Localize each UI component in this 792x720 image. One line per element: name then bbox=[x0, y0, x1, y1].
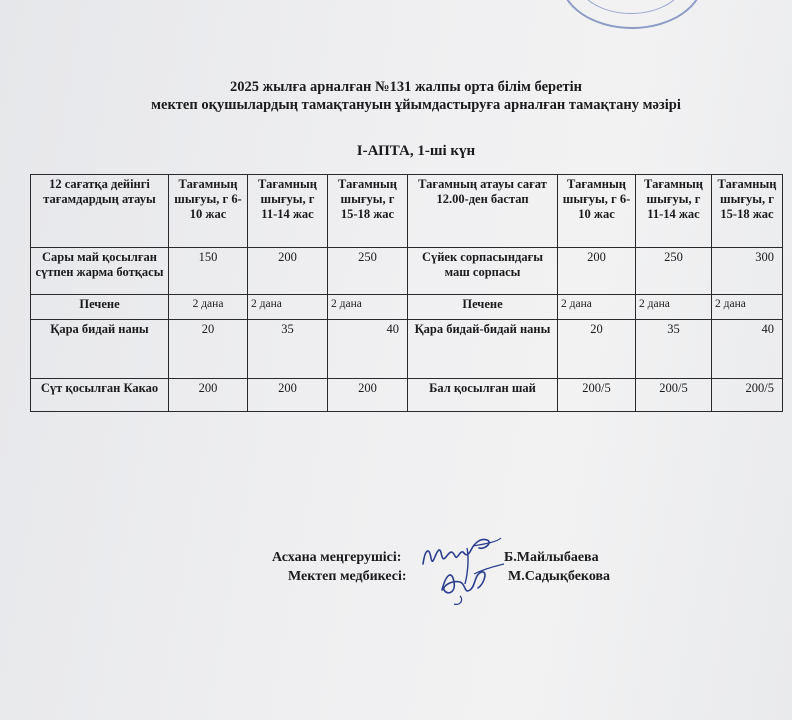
dish-name: Сүйек сорпасындағы маш сорпасы bbox=[408, 248, 558, 295]
header-cell: Тағамның шығуы, г 15-18 жас bbox=[328, 175, 408, 248]
heading-line2: мектеп оқушылардың тамақтануын ұйымдастыруға арналған тамақтану мәзірі bbox=[151, 97, 681, 113]
dish-name: Қара бидай-бидай наны bbox=[408, 320, 558, 379]
portion-value: 250 bbox=[328, 248, 408, 295]
portion-value: 2 дана bbox=[712, 295, 783, 320]
heading-line1: 2025 жылға арналған №131 жалпы орта білім беретін bbox=[229, 79, 583, 95]
portion-value: 200 bbox=[248, 248, 328, 295]
portion-value: 2 дана bbox=[328, 295, 408, 320]
portion-value: 35 bbox=[636, 320, 712, 379]
table-row bbox=[31, 379, 783, 412]
table-row bbox=[31, 320, 783, 379]
stamp-seal bbox=[560, 0, 704, 29]
menu-table bbox=[30, 174, 783, 412]
portion-value: 20 bbox=[558, 320, 636, 379]
week-day-label: І-АПТА, 1-ші күн bbox=[356, 143, 476, 159]
portion-value: 200 bbox=[558, 248, 636, 295]
table-header-row bbox=[31, 175, 783, 248]
dish-name: Қара бидай наны bbox=[31, 320, 169, 379]
header-cell: Тағамның атауы сағат 12.00-ден бастап bbox=[408, 175, 558, 248]
dish-name: Бал қосылған шай bbox=[408, 379, 558, 412]
portion-value: 40 bbox=[328, 320, 408, 379]
portion-value: 200/5 bbox=[558, 379, 636, 412]
portion-value: 20 bbox=[169, 320, 248, 379]
cook-role-label: Асхана меңгерушісі: bbox=[272, 550, 402, 565]
header-cell: Тағамның шығуы, г 6-10 жас bbox=[558, 175, 636, 248]
portion-value: 35 bbox=[248, 320, 328, 379]
portion-value: 40 bbox=[712, 320, 783, 379]
portion-value: 250 bbox=[636, 248, 712, 295]
portion-value: 200 bbox=[328, 379, 408, 412]
cook-name: Б.Майлыбаева bbox=[504, 550, 599, 565]
dish-name: Сары май қосылған сүтпен жарма ботқасы bbox=[31, 248, 169, 295]
dish-name: Печене bbox=[31, 295, 169, 320]
stamp-inner-ring bbox=[576, 0, 686, 14]
handwritten-signature-nurse bbox=[430, 560, 510, 610]
portion-value: 2 дана bbox=[558, 295, 636, 320]
header-cell: 12 сағатқа дейінгі тағамдардың атауы bbox=[31, 175, 169, 248]
dish-name: Печене bbox=[408, 295, 558, 320]
header-cell: Тағамның шығуы, г 11-14 жас bbox=[248, 175, 328, 248]
nurse-role-label: Мектеп медбикесі: bbox=[288, 569, 407, 584]
dish-name: Сүт қосылған Какао bbox=[31, 379, 169, 412]
table-row bbox=[31, 248, 783, 295]
header-cell: Тағамның шығуы, г 11-14 жас bbox=[636, 175, 712, 248]
portion-value: 2 дана bbox=[248, 295, 328, 320]
header-cell: Тағамның шығуы, г 6-10 жас bbox=[169, 175, 248, 248]
portion-value: 200 bbox=[248, 379, 328, 412]
portion-value: 150 bbox=[169, 248, 248, 295]
portion-value: 2 дана bbox=[169, 295, 248, 320]
portion-value: 2 дана bbox=[636, 295, 712, 320]
portion-value: 200/5 bbox=[636, 379, 712, 412]
portion-value: 200 bbox=[169, 379, 248, 412]
portion-value: 200/5 bbox=[712, 379, 783, 412]
header-cell: Тағамның шығуы, г 15-18 жас bbox=[712, 175, 783, 248]
table-row bbox=[31, 295, 783, 320]
portion-value: 300 bbox=[712, 248, 783, 295]
nurse-name: М.Садықбекова bbox=[508, 569, 611, 584]
